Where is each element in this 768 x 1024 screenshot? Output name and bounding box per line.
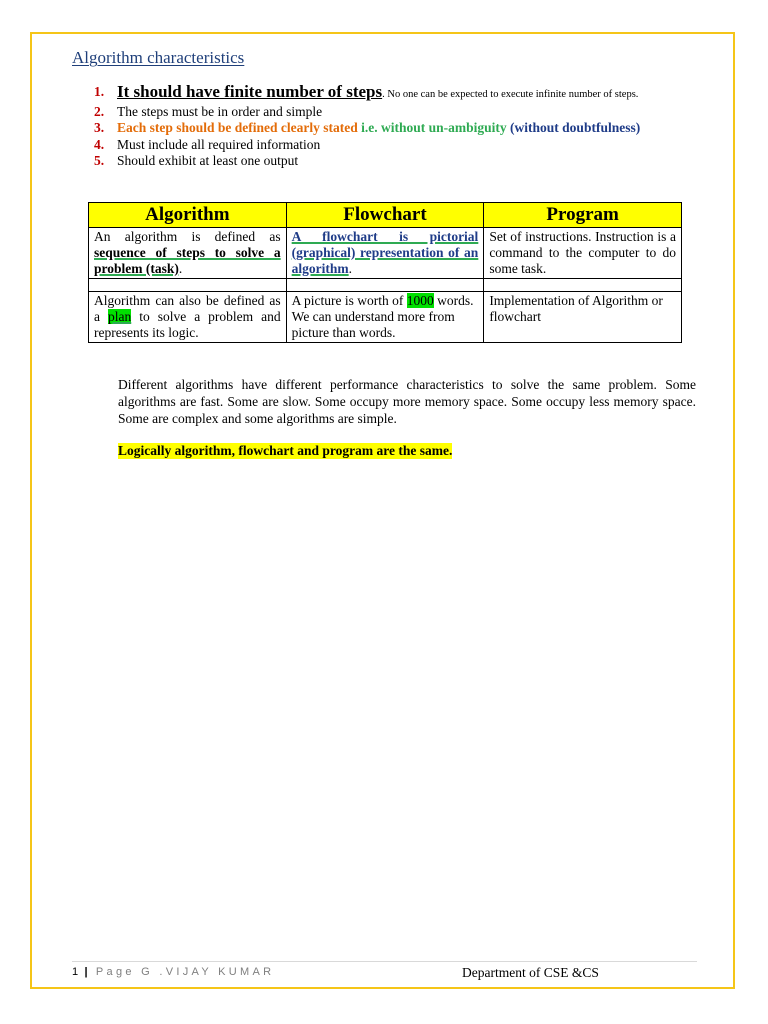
cell-text: Algorithm can also be defined as a	[94, 293, 281, 324]
list-number: 5.	[94, 153, 105, 168]
cell-program-def: Set of instructions. Instruction is a command to the computer to do some task.	[484, 228, 682, 279]
list-item	[94, 84, 640, 104]
cell-algorithm-plan	[89, 292, 287, 343]
cell-algorithm-def	[89, 228, 287, 279]
characteristics-list	[94, 84, 640, 170]
table-header-row	[89, 203, 682, 228]
comparison-table	[88, 202, 682, 343]
table-spacer-row	[89, 279, 682, 292]
cell-text: .	[348, 261, 353, 276]
footer-author: Page G .VIJAY KUMAR	[95, 966, 275, 978]
conclusion-highlight: Logically algorithm, flowchart and program are the same.	[118, 443, 453, 458]
cell-emphasis: A flowchart is pictorial (graphical) representation of an algorithm	[291, 229, 479, 276]
performance-paragraph: Different algorithms have different performance characteristics to solve the same problem. Some algorithms are fast. Some are slow. Some occupy more memory space. Some occupy less memory space. Some are complex and some algorithms are simple.	[118, 377, 696, 426]
cell-program-impl: Implementation of Algorithm or flowchart	[484, 292, 682, 343]
cell-highlight: plan	[107, 309, 132, 324]
page-border	[30, 32, 735, 989]
cell-emphasis: sequence of steps to solve a problem (task)	[94, 245, 281, 276]
table-row	[89, 292, 682, 343]
list-number: 3.	[94, 120, 105, 135]
footer-separator: |	[84, 966, 90, 978]
cell-text: .	[178, 261, 183, 276]
list-item-text: Must include all required information	[117, 136, 321, 152]
list-item	[94, 137, 640, 154]
list-item-note: . No one can be expected to execute infinite number of steps.	[382, 89, 639, 100]
cell-flowchart-def	[286, 228, 484, 279]
list-item	[94, 104, 640, 121]
list-item-text: The steps must be in order and simple	[117, 103, 323, 119]
header-flowchart: Flowchart	[286, 203, 484, 228]
cell-text: An algorithm is defined as	[94, 229, 281, 244]
empty-cell	[484, 279, 682, 292]
footer-department: Department of CSE &CS	[462, 965, 599, 980]
cell-text: to solve a problem and represents its logic.	[94, 309, 281, 340]
list-item-part1: Each step should be defined clearly stated	[117, 120, 358, 135]
table-row	[89, 228, 682, 279]
list-number: 4.	[94, 136, 105, 152]
list-number: 2.	[94, 103, 105, 119]
list-item	[94, 120, 640, 137]
list-item	[94, 153, 640, 170]
cell-text: words. We can understand more from picture than words.	[291, 293, 474, 340]
section-title: Algorithm characteristics	[72, 48, 245, 67]
cell-text: A picture is worth of	[291, 293, 407, 308]
cell-flowchart-picture	[286, 292, 484, 343]
cell-highlight: 1000	[406, 293, 434, 308]
header-algorithm: Algorithm	[89, 203, 287, 228]
empty-cell	[286, 279, 484, 292]
list-item-main: It should have finite number of steps	[117, 82, 383, 101]
footer-divider	[72, 961, 697, 962]
header-program: Program	[484, 203, 682, 228]
page-number: 1	[72, 966, 79, 978]
footer-page-info	[72, 966, 274, 978]
list-item-part3: (without doubtfulness)	[510, 120, 641, 135]
list-item-part2: i.e. without un-ambiguity	[361, 120, 507, 135]
list-number: 1.	[94, 84, 105, 99]
list-item-text: Should exhibit at least one output	[117, 153, 299, 168]
empty-cell	[89, 279, 287, 292]
